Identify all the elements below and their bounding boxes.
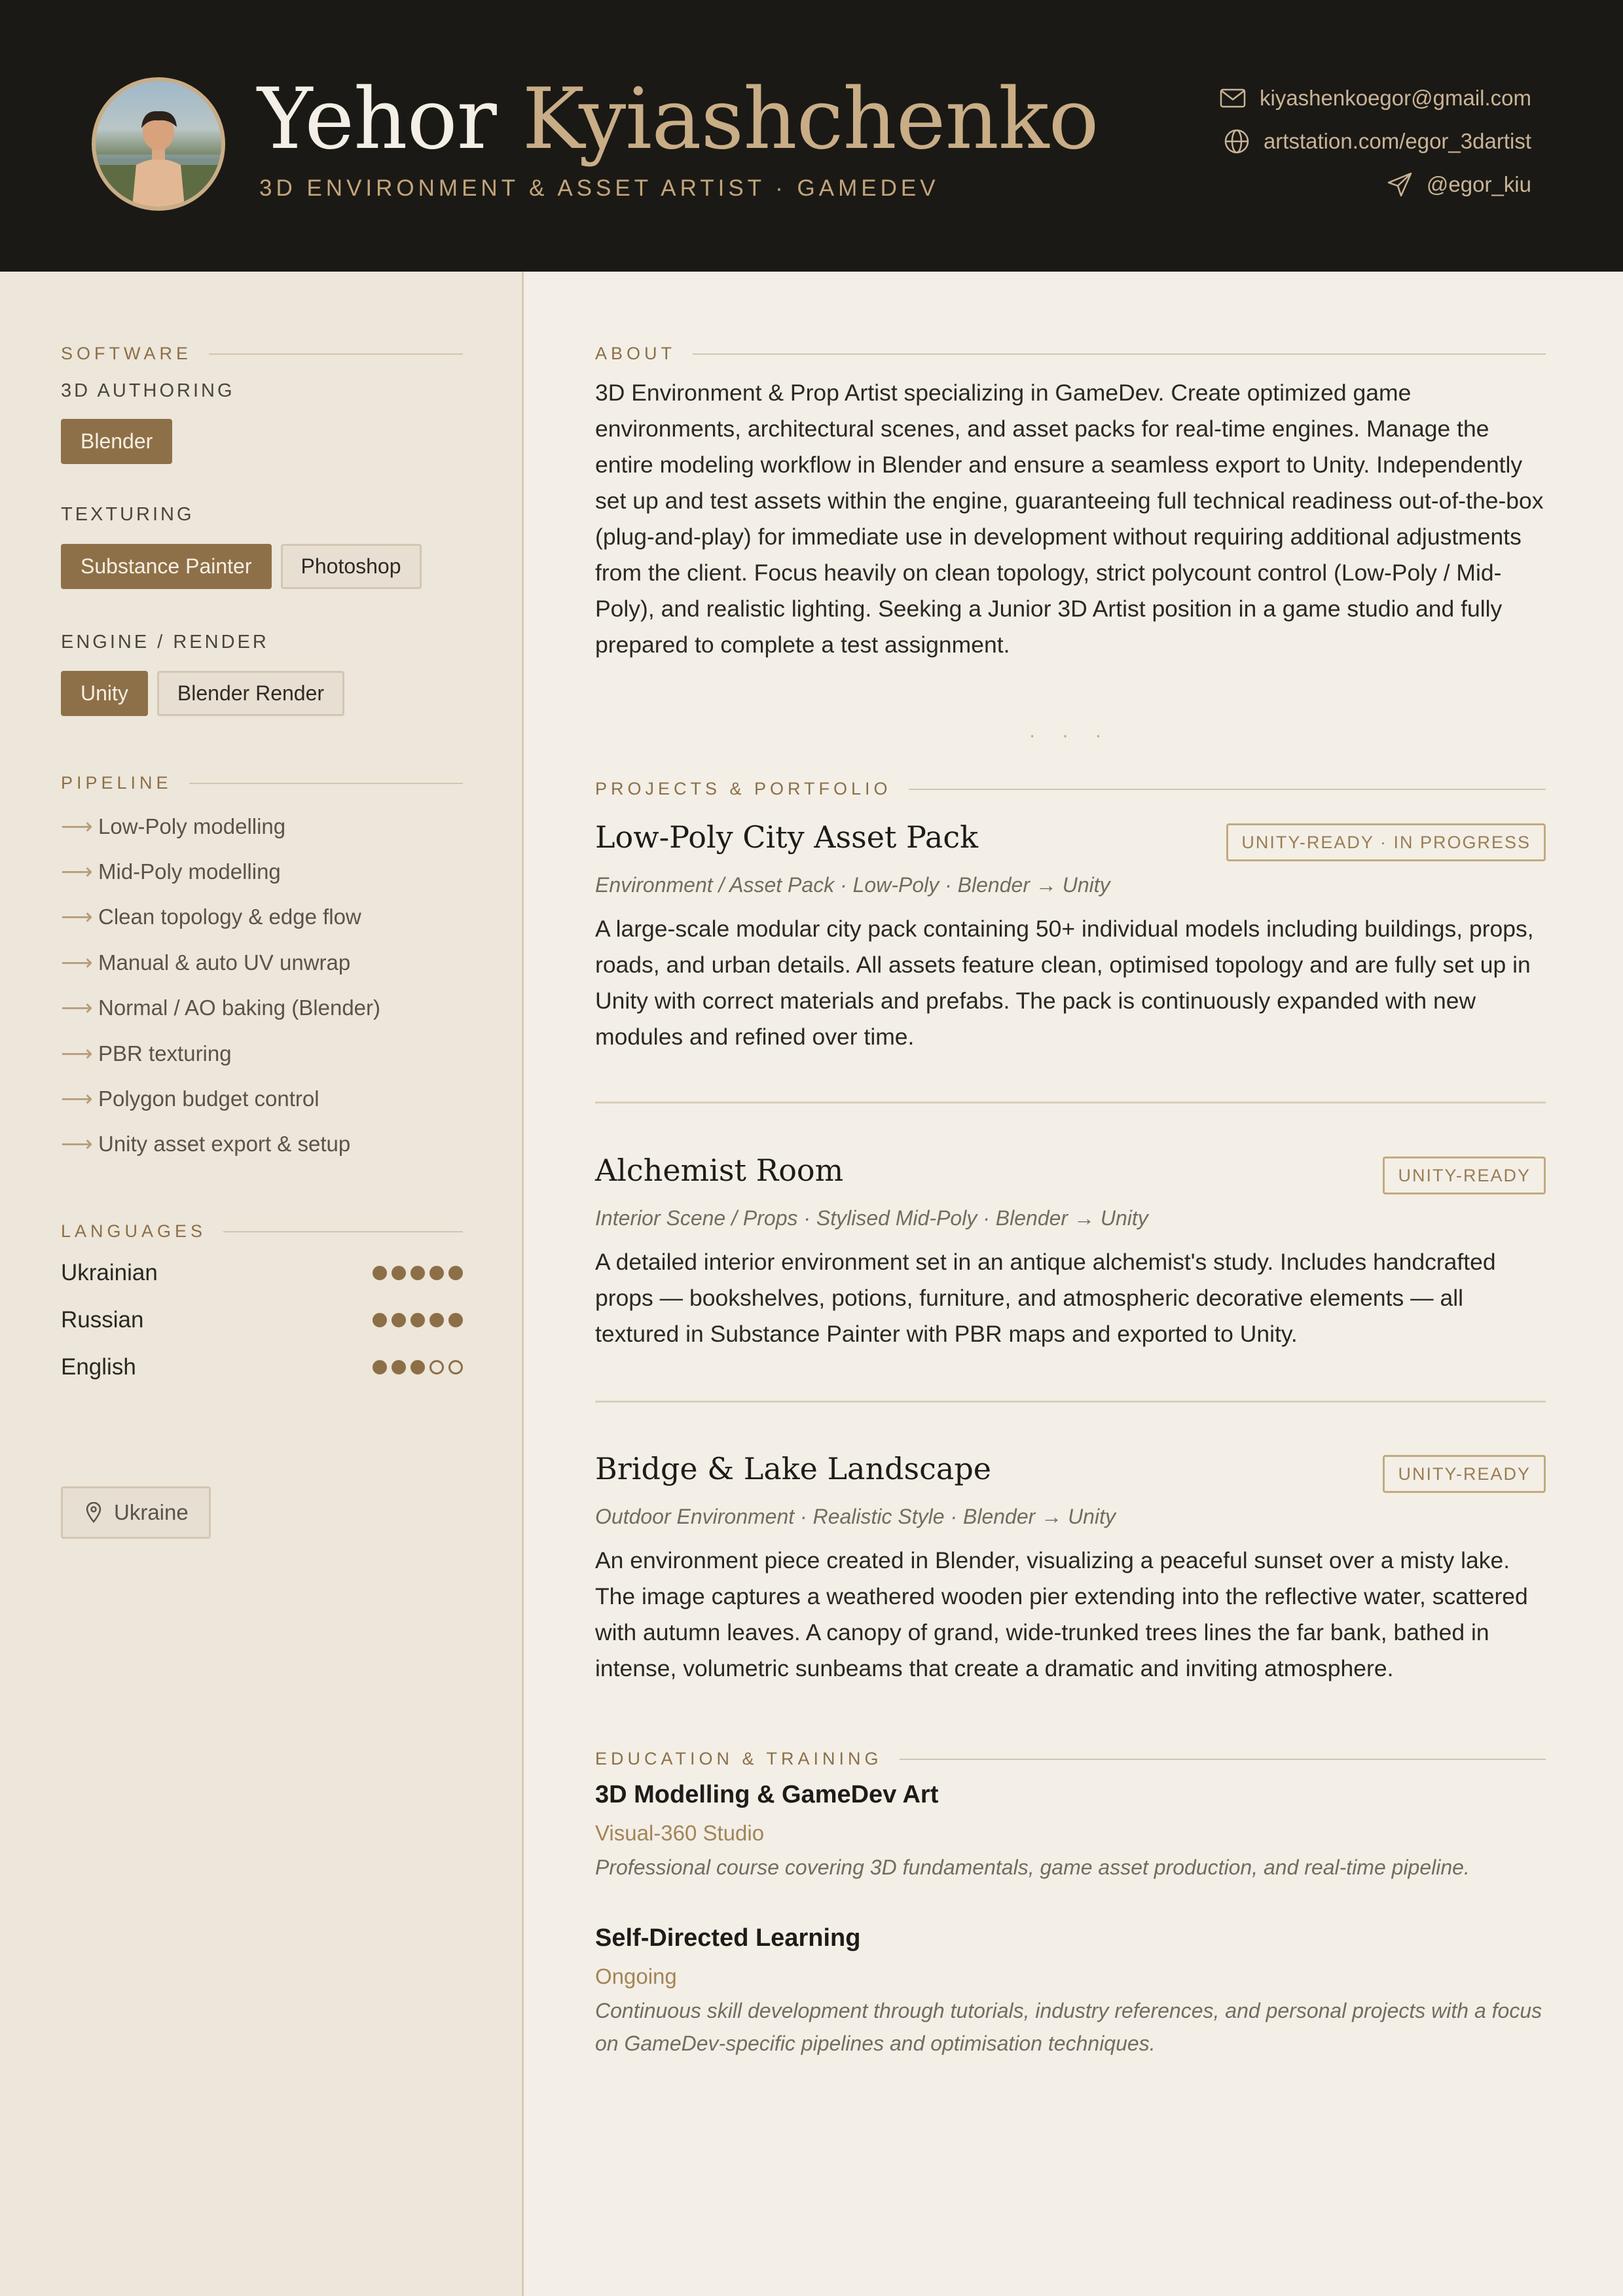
education-title: 3D Modelling & GameDev Art [595,1780,939,1808]
language-level-dots [373,1266,463,1280]
project-meta: Interior Scene / Props · Stylised Mid-Poly · Blender → Unity [595,1206,1148,1230]
list-item [61,849,467,894]
last-name: Kyiashchenko [522,71,1099,168]
tag-unity: Unity [61,671,148,716]
heading-rule [209,353,463,355]
website-text: artstation.com/egor_3dartist [1263,129,1531,153]
list-item [61,895,467,940]
tags-3d-authoring [61,419,172,464]
heading-rule [909,789,1546,790]
group-label-engine-render: ENGINE / RENDER [61,632,269,653]
about-text: 3D Environment & Prop Artist specializing in GameDev. Create optimized game environments, architectural scenes, and asset packs for real-time engines. Manage the entire modeling workflow in Blender and ensure a seamless export to Unity. Independently set up and test assets within the engine, guaranteeing full technical readiness out-of-the-box (plug-and-play) for immediate use in development without requiring additional adjustments from the client. Focus heavily on clean topology, strict polycount control (Low-Poly / Mid-Poly), and realistic lighting. Seeking a Junior 3D Artist position in a game studio and fully prepared to complete a test assignment. [595,380,1544,658]
arrow-right-icon: ⟶ [61,859,93,885]
status-badge: UNITY-READY [1383,1455,1546,1493]
level-dot-empty [429,1360,444,1374]
tag-substance-painter: Substance Painter [61,544,272,589]
contact-website[interactable] [1008,127,1531,156]
arrow-right-icon: ⟶ [61,996,93,1021]
project-title: Low-Poly City Asset Pack [595,819,978,855]
language-name: Ukrainian [61,1260,158,1285]
language-level-dots [373,1360,463,1374]
education-heading-label: EDUCATION & TRAINING [595,1749,883,1768]
email-text: kiyashenkoegor@gmail.com [1259,86,1531,110]
level-dot-filled [448,1266,463,1280]
portrait-photo [96,81,221,207]
pipeline-item-text: Normal / AO baking (Blender) [98,996,381,1020]
project-title: Alchemist Room [595,1153,844,1188]
level-dot-filled [373,1313,387,1327]
divider [595,1102,1546,1103]
contact-list [1008,84,1531,213]
full-name [257,71,1099,169]
avatar [92,77,225,211]
level-dot-filled [392,1360,406,1374]
pipeline-item-text: Mid-Poly modelling [98,859,281,884]
level-dot-filled [448,1313,463,1327]
language-row [61,1249,463,1297]
language-row [61,1297,463,1344]
heading-rule [693,353,1546,355]
education-item [595,1921,1546,2060]
contact-email[interactable] [1008,84,1531,113]
project-title: Bridge & Lake Landscape [595,1451,992,1486]
project-description: An environment piece created in Blender, visualizing a peaceful sunset over a misty lake. The image captures a weathered wooden pier extending into the reflective water, scattered with autumn leaves. A canopy of grand, wide-trunked trees lines the far bank, bathed in intense, volumetric sunbeams that create a dramatic and inviting atmosphere. [595,1547,1528,1681]
location-badge [61,1486,211,1539]
list-item [61,1076,467,1121]
about-heading-label: ABOUT [595,344,676,363]
location-text: Ukraine [114,1500,189,1524]
first-name: Yehor [257,71,496,168]
pipeline-item-text: Clean topology & edge flow [98,905,361,929]
education-heading [595,1749,1546,1769]
project-description: A detailed interior environment set in an antique alchemist's study. Includes handcrafted props — bookshelves, potions, furniture, and atmospheric decorative elements — all textured in Substance Painter with PBR maps and exported to Unity. [595,1249,1496,1347]
projects-heading [595,779,1546,799]
divider [595,1401,1546,1403]
language-level-dots [373,1313,463,1327]
heading-rule [223,1231,463,1232]
education-org: Ongoing [595,1964,677,1988]
pipeline-item-text: Unity asset export & setup [98,1132,351,1157]
pipeline-item-text: Manual & auto UV unwrap [98,950,351,975]
tag-photoshop: Photoshop [281,544,422,589]
project-description: A large-scale modular city pack containing 50+ individual models including buildings, props, roads, and urban details. All assets feature clean, optimised topology and are fully set up in Unity with correct materials and prefabs. The pack is continuously expanded with new modules and refined over time. [595,916,1534,1050]
level-dot-filled [429,1266,444,1280]
education-org: Visual-360 Studio [595,1821,765,1845]
arrow-right-icon: ⟶ [61,1132,93,1157]
level-dot-filled [373,1360,387,1374]
project-meta: Outdoor Environment · Realistic Style · Blender → Unity [595,1505,1116,1528]
software-heading-label: SOFTWARE [61,344,192,363]
section-separator: · · · [1029,725,1112,746]
project-meta: Environment / Asset Pack · Low-Poly · Blender → Unity [595,873,1110,897]
arrow-right-icon: ⟶ [61,950,93,975]
send-icon [1385,170,1415,199]
education-description: Professional course covering 3D fundamentals, game asset production, and real-time pipeline. [595,1856,1470,1879]
languages-heading-label: LANGUAGES [61,1221,207,1241]
tag-blender: Blender [61,419,172,464]
sidebar [0,272,524,2296]
pipeline-heading [61,773,463,793]
arrow-right-icon: ⟶ [61,1041,93,1066]
arrow-right-icon: ⟶ [61,905,93,930]
about-heading [595,344,1546,364]
pipeline-item-text: PBR texturing [98,1041,232,1066]
status-badge: UNITY-READY · IN PROGRESS [1226,823,1546,861]
contact-telegram[interactable] [1008,170,1531,199]
level-dot-filled [410,1313,425,1327]
software-heading [61,344,463,364]
language-name: English [61,1354,136,1380]
level-dot-filled [410,1266,425,1280]
mail-icon [1218,84,1248,113]
level-dot-filled [373,1266,387,1280]
tag-blender-render: Blender Render [157,671,344,716]
status-badge: UNITY-READY [1383,1157,1546,1194]
level-dot-filled [392,1313,406,1327]
arrow-right-icon: ⟶ [61,1086,93,1112]
languages-heading [61,1221,463,1242]
education-title: Self-Directed Learning [595,1924,861,1952]
pipeline-list [61,804,467,1167]
header [0,0,1623,272]
arrow-right-icon: ⟶ [61,814,93,839]
heading-rule [900,1759,1546,1760]
group-label-texturing: TEXTURING [61,504,194,525]
heading-rule [189,783,463,784]
list-item [61,1031,467,1076]
tags-texturing [61,544,422,589]
job-title: 3D ENVIRONMENT & ASSET ARTIST · GAMEDEV [259,175,939,201]
level-dot-empty [448,1360,463,1374]
list-item [61,804,467,849]
projects-heading-label: PROJECTS & PORTFOLIO [595,779,892,798]
tags-engine-render [61,671,344,716]
list-item [61,940,467,985]
pipeline-heading-label: PIPELINE [61,773,172,793]
languages-list [61,1249,463,1391]
language-name: Russian [61,1307,144,1333]
education-item [595,1778,1546,1884]
group-label-3d-authoring: 3D AUTHORING [61,380,235,401]
list-item [61,986,467,1031]
globe-icon [1222,127,1252,156]
pipeline-item-text: Polygon budget control [98,1086,319,1111]
language-row [61,1344,463,1391]
map-pin-icon [85,1502,102,1523]
level-dot-filled [392,1266,406,1280]
telegram-text: @egor_kiu [1426,172,1531,196]
level-dot-filled [429,1313,444,1327]
pipeline-item-text: Low-Poly modelling [98,814,286,838]
level-dot-filled [410,1360,425,1374]
list-item [61,1122,467,1167]
education-description: Continuous skill development through tutorials, industry references, and personal projects with a focus on GameDev-specific pipelines and optimisation techniques. [595,1999,1542,2055]
